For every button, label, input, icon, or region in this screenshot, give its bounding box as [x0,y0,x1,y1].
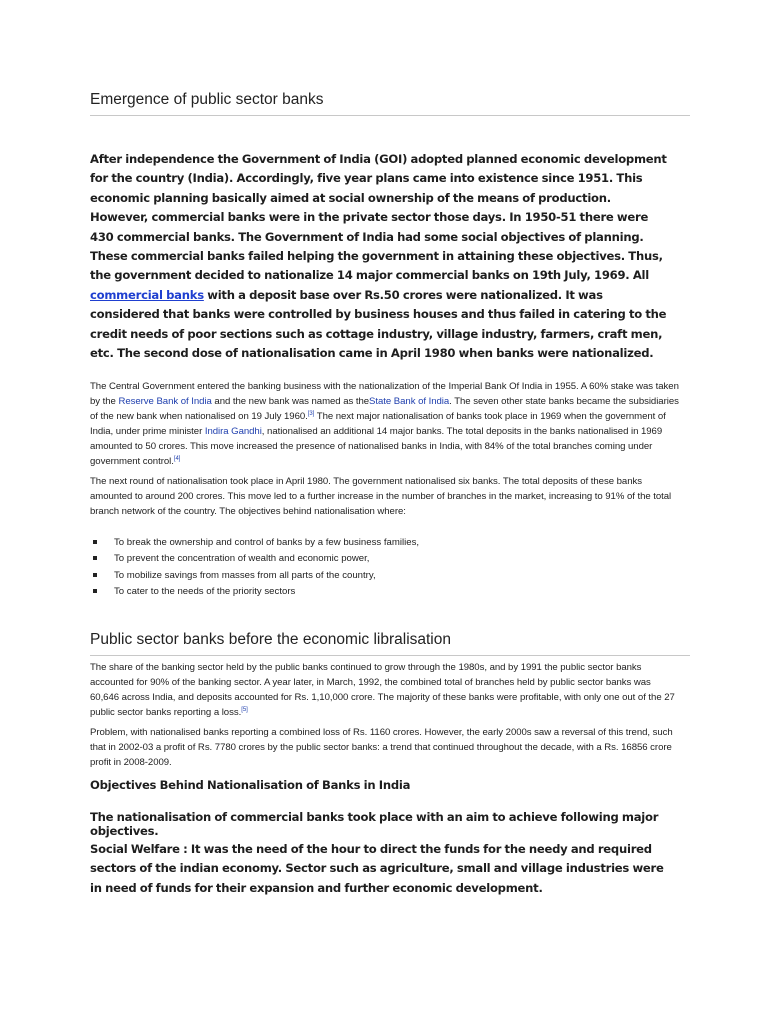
intro-text-b: with a deposit base over Rs.50 crores were nationalized. It was considered that banks were controlled by business houses and thus failed in catering to the credit needs of poor sections such as cottage industry, village industry, farmers, craft men, etc. The second dose of nationalisation came in April 1980 when banks were nationalized. [90,287,667,361]
reference-4-link[interactable]: [4] [173,456,181,463]
central-government-paragraph [90,379,682,470]
objectives-intro: The nationalisation of commercial banks took place with an aim to achieve following major objectives. [90,810,659,838]
indira-gandhi-link[interactable]: Indira Gandhi [204,426,262,438]
list-item: To cater to the needs of the priority sectors [90,584,490,600]
reserve-bank-link[interactable]: Reserve Bank of India [118,396,212,408]
section-heading-libralisation: Public sector banks before the economic libralisation [90,631,690,656]
share-paragraph: The share of the banking sector held by the public banks continued to grow through the 1980s, and by 1991 the public sector banks accounted for 90% of the banking sector. A year later, in March, 1992, the combined total of branches held by public sector banks was 60,646 across India, and deposits accounted for Rs. 1,10,000 crore. The majority of these banks were profitable, with only one out of the 27 public sector banks reporting a loss.[5] [90,662,675,719]
list-item: To break the ownership and control of banks by a few business families, [90,535,490,551]
para2-text-d: The next major nationalisation of banks took place in 1969 when the government of India, under prime minister [90,411,666,438]
list-item: To mobilize savings from masses from all parts of the country, [90,568,490,584]
social-welfare-paragraph: Social Welfare : It was the need of the hour to direct the funds for the needy and required sectors of the indian economy. Sector such as agriculture, small and village industries were in need of funds for their expansion and further economic development. [90,842,664,895]
bullet-icon [93,589,97,593]
section-heading-emergence: Emergence of public sector banks [90,91,690,116]
reference-3-link[interactable]: [3] [307,411,315,418]
bullet-icon [93,573,97,577]
commercial-banks-link[interactable]: commercial banks [90,287,204,302]
reference-5-link[interactable]: [5] [241,707,248,714]
bullet-icon [93,556,97,560]
intro-paragraph [90,150,670,363]
para2-text-a: The Central Government entered the banking business with the nationalization of the Imperial Bank Of India in 1955. A 60% stake was taken by the [90,381,679,408]
list-item: To prevent the concentration of wealth and economic power, [90,551,490,567]
objectives-list [90,535,490,600]
april-1980-paragraph: The next round of nationalisation took place in April 1980. The government nationalised six banks. The total deposits of these banks amounted to around 200 crores. This move led to a further increase in the number of branches in the market, increasing to 91% of the total branch network of the country. The objectives behind nationalisation where: [90,476,672,518]
para2-text-b: and the new bank was named as the [211,396,370,408]
problem-paragraph: Problem, with nationalised banks reporting a combined loss of Rs. 1160 crores. However, the early 2000s saw a reversal of this trend, such that in 2002-03 a profit of Rs. 7780 crores by the public sector banks: a trend that continued throughout the decade, with a Rs. 16856 crore profit in 2008-2009. [90,727,673,769]
intro-text-a: After independence the Government of India (GOI) adopted planned economic development for the country (India). Accordingly, five year plans came into existence since 1951. This economic planning basically aimed at social ownership of the means of production. However, commercial banks were in the private sector those days. In 1950-51 there were 430 commercial banks. The Government of India had some social objectives of planning. These commercial banks failed helping the government in attaining these objectives. Thus, the government decided to nationalize 14 major commercial banks on 19th July, 1969. All [90,152,667,283]
bullet-icon [93,540,97,544]
state-bank-link[interactable]: State Bank of India [369,396,450,408]
para2-text-c: . The seven other state banks became the subsidiaries of the new bank when nationalised on 19 July 1960. [90,396,679,423]
objectives-heading: Objectives Behind Nationalisation of Banks in India [90,778,411,792]
para2-text-e: , nationalised an additional 14 major banks. The total deposits in the banks nationalised in 1969 amounted to 50 crores. This move increased the presence of nationalised banks in India, with 84% of the total branches coming under government control. [90,426,663,468]
